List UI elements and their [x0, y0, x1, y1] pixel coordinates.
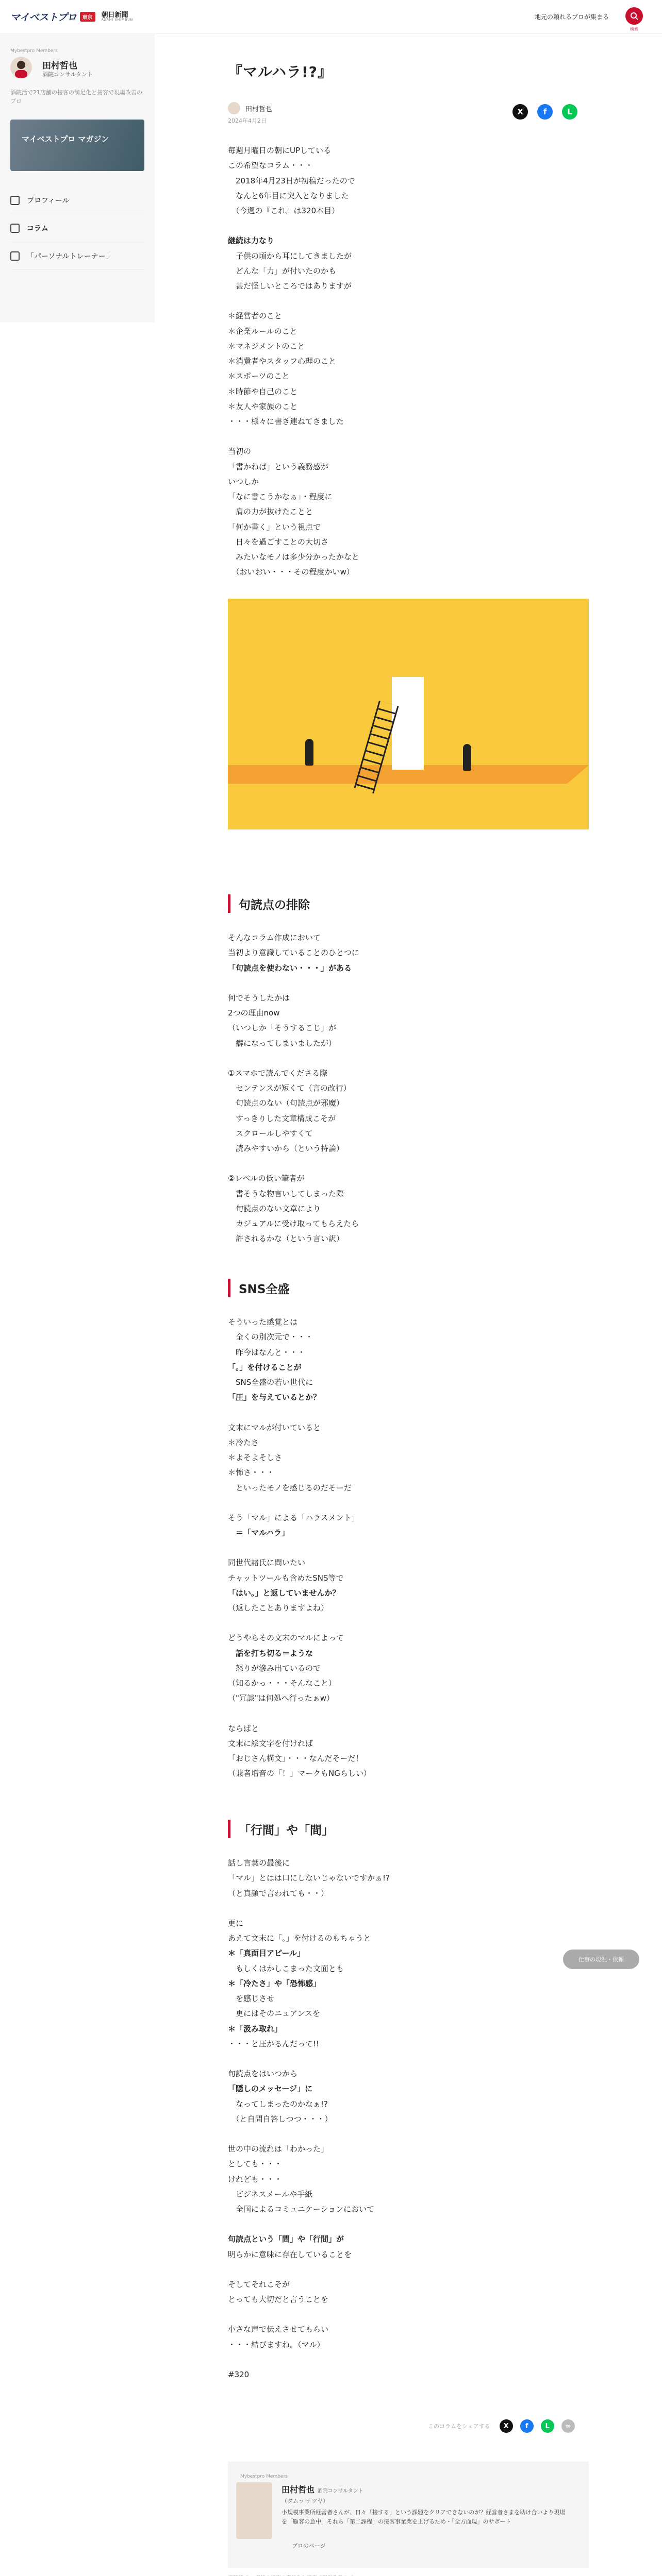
facebook-share-icon[interactable]: f: [537, 104, 553, 120]
pro-gather-link[interactable]: 地元の頼れるプロが集まる: [535, 13, 609, 21]
text-line: [228, 218, 589, 233]
text-line: なってしまったのかなぁ!?: [228, 2099, 328, 2109]
text-line: 話を打ち切る＝ような: [228, 1648, 313, 1658]
text-line: 「なに書こうかなぁ」・程度に: [228, 492, 333, 501]
text-line: 句読点のない（句読点が邪魔）: [228, 1098, 344, 1108]
text-line: ＊企業ルールのこと: [228, 326, 297, 336]
share-buttons: [512, 104, 577, 120]
avatar: [10, 57, 32, 78]
text-line: 句読点のない文章により: [228, 1204, 321, 1213]
text-line: けれども・・・: [228, 2174, 283, 2184]
text-line: ①スマホで読んでくださる際: [228, 1068, 328, 1078]
site-header: [0, 0, 662, 34]
text-line: 「書かねば」という義務感が: [228, 462, 329, 471]
section-3-text: [228, 1856, 589, 2382]
text-line: SNS全盛の若い世代に: [228, 1378, 313, 1387]
text-line: ・・・様々に書き連ねてきました: [228, 417, 344, 426]
text-line: 「はい。」と返していませんか？: [228, 1588, 340, 1598]
site-logo[interactable]: [10, 10, 133, 24]
text-line: [228, 2262, 589, 2277]
consult-button[interactable]: 仕事の現況・依頼: [563, 1950, 639, 1969]
text-line: ＊「真面目アピール」: [228, 1948, 305, 1958]
line-share-icon[interactable]: L: [541, 2419, 554, 2433]
profile-name-en: （タムラ テツヤ）: [282, 2498, 329, 2504]
text-line: ②レベルの低い筆者が: [228, 1174, 305, 1183]
text-line: 昨今はなんと・・・: [228, 1347, 306, 1357]
text-line: この希望なコラム・・・: [228, 161, 313, 171]
text-line: ならばと: [228, 1723, 259, 1733]
region-badge: 東京: [80, 12, 95, 22]
x-share-icon[interactable]: X: [500, 2419, 513, 2433]
profile-name[interactable]: 田村哲也 酒院コンサルタント: [282, 2485, 363, 2495]
text-line: 小さな声で伝えさせてもらい: [228, 2325, 329, 2334]
section-heading-3: 「行間」や「間」: [228, 1820, 334, 1838]
text-line: 甚だ怪しいところではありますが: [228, 281, 352, 291]
text-line: 書そうな物言いしてしまった際: [228, 1189, 344, 1198]
search-icon: [630, 12, 638, 20]
text-line: 毎週月曜日の朝にUPしている: [228, 146, 332, 155]
search-button[interactable]: [625, 7, 643, 25]
section-heading-2: SNS全盛: [228, 1279, 289, 1297]
text-line: 句読点という「間」や「行間」が: [228, 2234, 344, 2244]
text-line: すっきりした文章構成こそが: [228, 1113, 336, 1123]
text-line: どんな「力」が付いたのかも: [228, 266, 337, 276]
text-line: いつしか: [228, 477, 259, 486]
logo-text: マイベストプロ: [10, 12, 77, 23]
text-line: 「。」を付けることが: [228, 1362, 302, 1372]
sidebar-item-column[interactable]: コラム: [10, 214, 144, 242]
text-line: ＊友人や家族のこと: [228, 401, 298, 411]
text-line: [228, 1901, 589, 1916]
intro-text: [228, 143, 589, 580]
article-illustration: [228, 599, 589, 829]
text-line: [228, 1496, 589, 1511]
text-line: 癖になってしまいましたが）: [228, 1038, 337, 1048]
text-line: [228, 2052, 589, 2066]
text-line: 当初の: [228, 447, 252, 456]
text-line: #320: [228, 2369, 250, 2379]
author-row[interactable]: [228, 102, 272, 114]
text-line: 「隠しのメッセージ」に: [228, 2084, 313, 2094]
text-line: そう「マル」による「ハラスメント」: [228, 1513, 359, 1522]
sidebar: [0, 34, 155, 323]
sidebar-item-category[interactable]: 「パーソナルトレーナー」: [10, 242, 144, 270]
text-line: そしてそれこそが: [228, 2279, 290, 2289]
text-line: [228, 2217, 589, 2232]
author-name: 田村哲也: [245, 105, 273, 113]
text-line: 全くの別次元で・・・: [228, 1332, 313, 1342]
text-line: 2018年4月23日が初稿だったので: [228, 176, 355, 185]
text-line: [228, 1540, 589, 1555]
article-title: 『マルハラ!?』: [228, 63, 333, 80]
text-line: なんと6年目に突入となりました: [228, 191, 349, 200]
text-line: 全国によるコミュニケーションにおいて: [228, 2205, 375, 2214]
text-line: 読みやすいから（という持論）: [228, 1144, 344, 1153]
section-heading-1: 句読点の排除: [228, 894, 310, 913]
text-line: ビジネスメールや手紙: [228, 2189, 313, 2199]
sidebar-menu: [10, 187, 144, 270]
text-line: センテンスが短くて（言の改行）: [228, 1083, 351, 1093]
text-line: とっても大切だと言うことを: [228, 2295, 328, 2304]
text-line: 継続は力なり: [228, 236, 275, 246]
link-copy-icon[interactable]: ∞: [561, 2419, 575, 2433]
text-line: ・・・結びますね。（マル）: [228, 2340, 325, 2349]
text-line: どうやらその文末のマルによって: [228, 1633, 344, 1643]
text-line: 子供の頃から耳にしてきましたが: [228, 251, 352, 261]
text-line: [228, 2352, 589, 2367]
text-line: [228, 1405, 589, 1420]
text-line: 許されるかな（という言い訳）: [228, 1234, 344, 1244]
profile-description: 小規模事業所経営者さんが、日々「接する」という課題をクリアできないのが？経営者さまを助け合いより現場を「顧客の意中」それら「第二課程」の接客事業業を上げるため・「全方面現」のサポート: [282, 2509, 566, 2525]
members-tag: Mybestpro Members: [10, 48, 58, 54]
text-line: 文末にマルが付いていると: [228, 1422, 321, 1432]
text-line: 「マル」とはは口にしないじゃないですかぁ!?: [228, 1873, 390, 1883]
text-line: 句読点をはいつから: [228, 2069, 298, 2078]
text-line: としても・・・: [228, 2159, 283, 2169]
text-line: 怒りが滲み出ているので: [228, 1663, 321, 1673]
text-line: ＊「汲み取れ」: [228, 2024, 283, 2033]
x-share-icon[interactable]: X: [512, 104, 528, 120]
text-line: [228, 294, 589, 309]
share-label: このコラムをシェアする: [428, 2423, 490, 2430]
text-line: 当初より意識していることのひとつに: [228, 948, 359, 958]
author-avatar: [228, 102, 240, 114]
text-line: 更に: [228, 1918, 244, 1928]
text-line: [228, 1706, 589, 1721]
text-line: 「何か書く」という視点で: [228, 522, 321, 532]
section-1-text: [228, 930, 589, 1247]
text-line: もしくはかしこまった文面とも: [228, 1963, 344, 1973]
magazine-banner[interactable]: マイベストプロ マガジン: [10, 120, 144, 171]
text-line: 同世代諸氏に問いたい: [228, 1558, 306, 1568]
text-line: 話し言葉の最後に: [228, 1858, 290, 1868]
sidebar-item-profile[interactable]: プロフィール: [10, 187, 144, 214]
text-line: 何でそうしたかは: [228, 993, 290, 1003]
text-line: [228, 429, 589, 444]
search-label: 検索: [630, 27, 638, 31]
text-line: （いつしか「そうするこじ」が: [228, 1023, 337, 1033]
text-line: ＊スポーツのこと: [228, 371, 290, 381]
text-line: 「おじさん構文」・・・なんだそーだ！: [228, 1754, 363, 1763]
text-line: 「圧」を与えているとか？: [228, 1393, 321, 1402]
text-line: 更にはそのニュアンスを: [228, 2009, 320, 2019]
text-line: ＊マネジメントのこと: [228, 341, 305, 351]
members-tag: Mybestpro Members: [240, 2474, 288, 2479]
text-line: ＊冷たさ: [228, 1437, 259, 1447]
text-line: （と自問自答しつつ・・・）: [228, 2114, 333, 2124]
facebook-share-icon[interactable]: f: [520, 2419, 534, 2433]
text-line: ＊経営者のこと: [228, 311, 283, 321]
text-line: （おいおい・・・その程度かいw）: [228, 567, 354, 577]
text-line: [228, 1616, 589, 1631]
text-line: （と真顔で言われても・・）: [228, 1888, 329, 1898]
text-line: カジュアルに受け取ってもらえたら: [228, 1219, 359, 1228]
column-icon: [10, 224, 20, 233]
text-line: そんなコラム作成において: [228, 933, 321, 942]
text-line: を感じさせ: [228, 1994, 275, 2003]
text-line: スクロールしやすくて: [228, 1128, 313, 1138]
publish-date: 2024年4月2日: [228, 117, 267, 124]
text-line: [228, 2307, 589, 2322]
text-line: ＊怖さ・・・: [228, 1468, 275, 1478]
footer-share: [428, 2419, 575, 2433]
profile-note: [228, 2573, 358, 2576]
text-line: 日々を過ごすことの大切さ: [228, 537, 329, 547]
text-line: といったモノを感じるのだそーだ: [228, 1483, 352, 1493]
text-line: [228, 1051, 589, 1066]
text-line: （返したことありますよね）: [228, 1603, 329, 1613]
text-line: そういった感覚とは: [228, 1317, 298, 1327]
text-line: [228, 1156, 589, 1171]
line-share-icon[interactable]: L: [562, 104, 577, 120]
text-line: ・・・と圧がるんだって!!: [228, 2039, 320, 2048]
pro-description: 酒院活で21店舗の接客の満足化と接客で現場改善のプロ: [10, 89, 142, 105]
text-line: ＊時節や自己のこと: [228, 386, 298, 396]
text-line: チャットツールも含めたSNS等で: [228, 1573, 344, 1583]
pro-title: 酒院コンサルタント: [42, 71, 93, 78]
profile-photo: [236, 2482, 272, 2539]
pro-name[interactable]: 田村哲也: [42, 61, 77, 71]
text-line: 「句読点を使わない・・・」がある: [228, 963, 352, 973]
text-line: 肩の力が抜けたことと: [228, 507, 313, 517]
text-line: 文末に絵文字を付ければ: [228, 1738, 313, 1748]
text-line: （兼者増音の「！」マークもNGらしい）: [228, 1769, 371, 1778]
text-line: 世の中の流れは「わかった」: [228, 2144, 329, 2154]
pro-page-link[interactable]: プロのページ: [292, 2543, 326, 2549]
text-line: あえて文末に「。」を付けるのもちゃうと: [228, 1934, 371, 1943]
text-line: （"冗談"は何処へ行ったぁw）: [228, 1693, 335, 1703]
text-line: ＝「マルハラ」: [228, 1528, 289, 1537]
text-line: [228, 976, 589, 991]
text-line: みたいなモノは多少分かったかなと: [228, 552, 359, 562]
section-2-text: [228, 1315, 589, 1782]
folder-icon: [10, 251, 20, 261]
profile-card: [228, 2462, 589, 2568]
text-line: （今週の『これ』は320本目）: [228, 206, 340, 215]
text-line: ＊消費者やスタッフ心理のこと: [228, 357, 337, 366]
text-line: 明らかに意味に存在していることを: [228, 2249, 352, 2259]
text-line: ＊「冷たさ」や「恐怖感」: [228, 1978, 321, 1988]
profile-icon: [10, 196, 20, 205]
text-line: （知るかっ・・・そんなこと）: [228, 1679, 337, 1688]
text-line: [228, 2127, 589, 2142]
text-line: ＊よそよそしさ: [228, 1453, 283, 1462]
asahi-logo: 朝日新聞 ASAHI SHIMBUN: [101, 11, 134, 22]
text-line: 2つの理由now: [228, 1008, 280, 1018]
